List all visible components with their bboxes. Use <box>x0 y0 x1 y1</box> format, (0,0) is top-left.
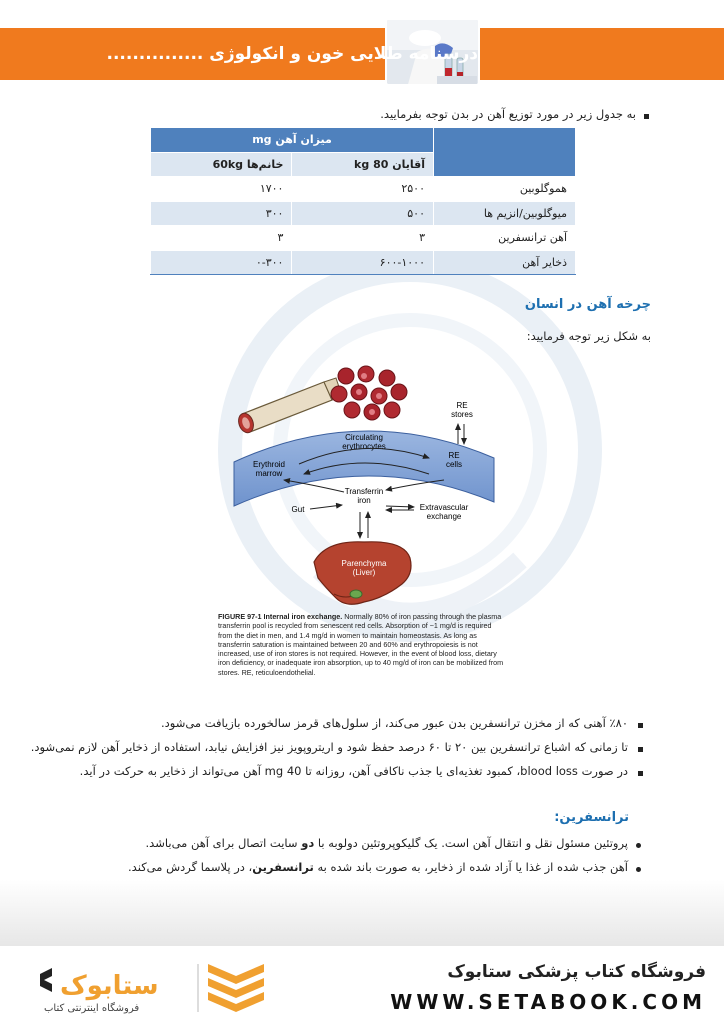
table-group-header: میزان آهن mg <box>151 128 434 153</box>
table-col-men: آقایان 80 kg <box>292 152 434 177</box>
iron-cycle-subtext: به شکل زیر توجه فرمایید: <box>526 329 651 343</box>
cell-men: ۲۵۰۰ <box>292 177 434 202</box>
label-parenchyma: Parenchyma (Liver) <box>341 559 387 577</box>
footer-url[interactable]: WWW.SETABOOK.COM <box>390 990 706 1014</box>
label-circulating: Circulating erythrocytes <box>342 433 386 451</box>
text-part: پروتئین مسئول نقل و انتقال آهن است. یک گلیکوپروتئین دولوبه با <box>314 836 628 850</box>
footer-shade <box>0 880 724 948</box>
transferrin-bullet <box>146 836 628 850</box>
cycle-bullet: ٪۸۰ آهنی که از مخزن ترانسفرین بدن عبور می‌کند، از سلول‌های قرمز سالخورده بازیافت می‌شود. <box>160 716 628 730</box>
table-row <box>151 177 576 202</box>
table-col-women: خانم‌ها 60kg <box>151 152 292 177</box>
bullet-marker <box>636 867 641 872</box>
label-extravascular: Extravascular exchange <box>419 503 469 521</box>
table-corner-cell <box>434 128 576 177</box>
bullet-marker <box>638 747 643 752</box>
transferrin-bullet <box>128 860 628 874</box>
cycle-bullet: در صورت blood loss، کمبود تغذیه‌ای یا جذب ناکافی آهن، روزانه تا 40 mg آهن می‌تواند از ذخایر به حرکت در آید. <box>79 764 628 778</box>
cell-women: ۳ <box>151 226 292 251</box>
table-row <box>151 226 576 251</box>
cycle-bullet: تا زمانی که اشباع ترانسفرین بین ۲۰ تا ۶۰ درصد حفظ شود و اریتروپویز نیز افزایش نیابد، استفاده از ذخایر آهن لازم نمی‌شود. <box>30 740 628 754</box>
label-erythroid-marrow: Erythroid marrow <box>252 460 286 478</box>
label-gut: Gut <box>291 505 305 514</box>
bullet-marker <box>644 114 649 119</box>
table-intro-text: به جدول زیر در مورد توزیع آهن در بدن توجه بفرمایید. <box>380 107 636 121</box>
table-row <box>151 250 576 275</box>
iron-distribution-table <box>150 127 576 275</box>
erythrocytes-icon <box>331 366 407 420</box>
text-bold: دو <box>301 836 315 850</box>
label-re-stores: RE stores <box>451 401 473 419</box>
cell-women: ۰-۳۰۰ <box>151 250 292 275</box>
page-header <box>0 0 724 92</box>
table-row <box>151 201 576 226</box>
transferrin-heading: ترانسفرین: <box>554 810 629 825</box>
text-part: آهن جذب شده از غذا یا آزاد شده از ذخایر، به صورت باند شده به <box>313 860 628 874</box>
row-label: آهن ترانسفرین <box>434 226 576 251</box>
cell-women: ۳۰۰ <box>151 201 292 226</box>
logo-wordmark <box>40 968 159 1001</box>
text-part: سایت اتصال برای آهن می‌باشد. <box>145 836 302 850</box>
figure-caption <box>218 612 506 677</box>
label-transferrin: Transferrin iron <box>344 487 384 505</box>
cell-men: ۳ <box>292 226 434 251</box>
logo-subtitle: فروشگاه اینترنتی کتاب <box>44 1003 140 1014</box>
text-part: ، در پلاسما گردش می‌کند. <box>128 860 253 874</box>
cell-men: ۵۰۰ <box>292 201 434 226</box>
caption-title: FIGURE 97-1 Internal iron exchange. <box>218 612 343 621</box>
bullet-marker <box>636 843 641 848</box>
text-bold: ترانسفرین <box>252 860 314 874</box>
cell-men: ۶۰۰-۱۰۰۰ <box>292 250 434 275</box>
bullet-marker <box>638 723 643 728</box>
footer-shop-name: فروشگاه کتاب پزشکی ستابوک <box>447 962 706 982</box>
row-label: میوگلوبین/انزیم ها <box>434 201 576 226</box>
svg-text:ستابوک: ستابوک <box>60 971 159 1001</box>
bone-icon <box>236 378 342 435</box>
cell-women: ۱۷۰۰ <box>151 177 292 202</box>
caption-body: Normally 80% of iron passing through the plasma transferrin pool is recycled from senescent red cells. Absorption of ~1 mg/d is required from the diet in men, and 1.4 mg/d in women to maintain homeostasis. As long as transferrin saturation is maintained between 20 and 60% and erythropoiesis is not increased, use of iron stores is not required. However, in the event of blood loss, dietary iron deficiency, or inadequate iron absorption, up to 40 mg/d of iron can be mobilized from stores. RE, reticuloendothelial. <box>218 612 504 677</box>
bullet-marker <box>638 771 643 776</box>
iron-cycle-heading: چرخه آهن در انسان <box>524 297 651 312</box>
logo-mark-icon <box>208 964 264 1012</box>
row-label: هموگلوبین <box>434 177 576 202</box>
label-re-cells: RE cells <box>445 451 463 469</box>
row-label: ذخایر آهن <box>434 250 576 275</box>
header-title: درسنامه طلایی خون و انکولوژی ............... <box>106 44 478 64</box>
